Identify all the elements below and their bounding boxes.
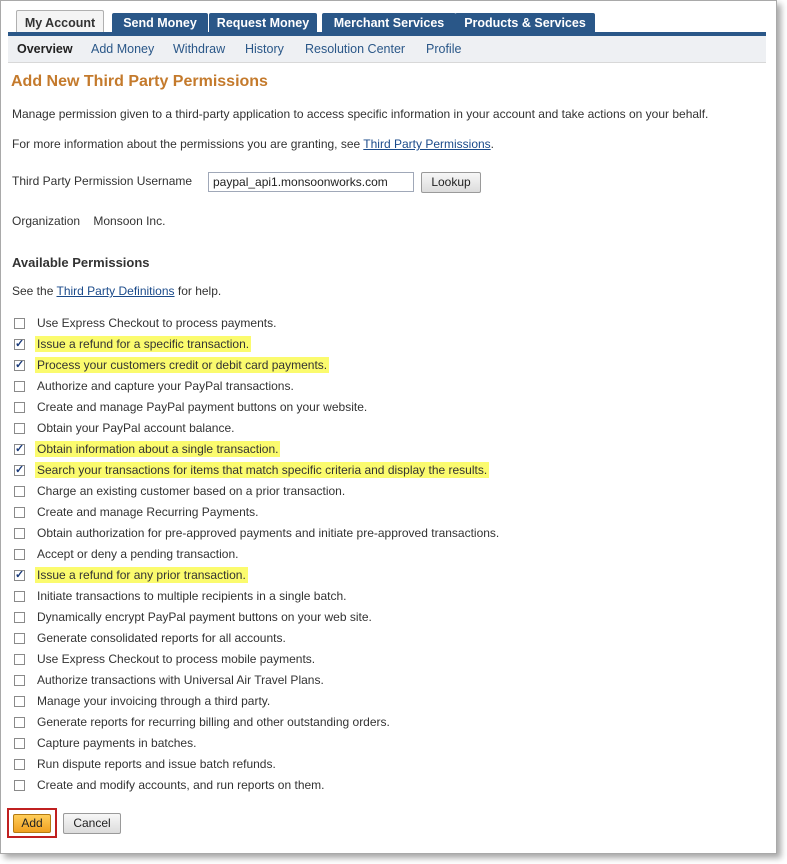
permission-label: Issue a refund for any prior transaction. <box>37 568 246 582</box>
permission-label: Charge an existing customer based on a prior transaction. <box>37 484 346 498</box>
lookup-button[interactable]: Lookup <box>421 172 481 193</box>
permission-row <box>14 483 347 499</box>
permission-label: Use Express Checkout to process mobile payments. <box>37 652 316 666</box>
permission-checkbox[interactable] <box>14 717 25 728</box>
permission-label: Dynamically encrypt PayPal payment buttons on your web site. <box>37 610 372 624</box>
permission-checkbox[interactable] <box>14 528 25 539</box>
permission-checkbox[interactable] <box>14 444 25 455</box>
tab-my-account[interactable]: My Account <box>16 10 104 35</box>
permission-checkbox[interactable] <box>14 591 25 602</box>
username-input[interactable] <box>208 172 414 192</box>
permission-checkbox[interactable] <box>14 318 25 329</box>
permission-row <box>14 588 349 604</box>
permission-row <box>14 567 248 583</box>
permission-label: Authorize transactions with Universal Air Travel Plans. <box>37 673 324 687</box>
permission-label: Authorize and capture your PayPal transactions. <box>37 379 294 393</box>
permission-row <box>14 693 272 709</box>
permission-row <box>14 357 329 373</box>
permission-label: Accept or deny a pending transaction. <box>37 547 239 561</box>
permission-checkbox[interactable] <box>14 549 25 560</box>
permission-row <box>14 399 369 415</box>
permission-checkbox[interactable] <box>14 654 25 665</box>
subnav-overview[interactable]: Overview <box>17 42 73 56</box>
permission-label: Initiate transactions to multiple recipients in a single batch. <box>37 589 347 603</box>
add-button[interactable]: Add <box>13 814 51 833</box>
tab-products-services[interactable]: Products & Services <box>455 13 595 33</box>
permission-row <box>14 315 278 331</box>
subnav-history[interactable]: History <box>245 42 284 56</box>
permission-label: Search your transactions for items that match specific criteria and display the results. <box>37 463 488 477</box>
permission-row <box>14 378 296 394</box>
permission-row <box>14 777 327 793</box>
permission-row <box>14 609 374 625</box>
more-info-text <box>12 137 494 151</box>
permission-row <box>14 756 278 772</box>
third-party-definitions-link[interactable]: Third Party Definitions <box>56 284 175 298</box>
permission-checkbox[interactable] <box>14 507 25 518</box>
permission-checkbox[interactable] <box>14 612 25 623</box>
permission-row <box>14 420 236 436</box>
tab-request-money[interactable]: Request Money <box>209 13 317 33</box>
permission-checkbox[interactable] <box>14 486 25 497</box>
permission-label: Manage your invoicing through a third party. <box>37 694 271 708</box>
permission-checkbox[interactable] <box>14 423 25 434</box>
permission-row <box>14 651 317 667</box>
permission-label: Obtain authorization for pre-approved payments and initiate pre-approved transactions. <box>37 526 500 540</box>
main-tabs <box>8 8 768 34</box>
permission-checkbox[interactable] <box>14 339 25 350</box>
subnav-add-money[interactable]: Add Money <box>91 42 155 56</box>
permission-label: Create and manage PayPal payment buttons on your website. <box>37 400 368 414</box>
subnav-withdraw[interactable]: Withdraw <box>173 42 226 56</box>
permission-row <box>14 714 392 730</box>
permission-label: Obtain your PayPal account balance. <box>37 421 235 435</box>
permission-row <box>14 462 489 478</box>
permission-label: Run dispute reports and issue batch refunds. <box>37 757 276 771</box>
permission-row <box>14 672 326 688</box>
help-suffix: for help. <box>174 284 222 298</box>
tab-send-money[interactable]: Send Money <box>112 13 208 33</box>
permission-row <box>14 546 240 562</box>
help-prefix: See the <box>12 284 57 298</box>
permission-checkbox[interactable] <box>14 360 25 371</box>
permission-row <box>14 525 501 541</box>
permission-checkbox[interactable] <box>14 780 25 791</box>
permission-label: Process your customers credit or debit card payments. <box>37 358 328 372</box>
permission-label: Create and modify accounts, and run reports on them. <box>37 778 325 792</box>
permission-checkbox[interactable] <box>14 570 25 581</box>
subnav-resolution-center[interactable]: Resolution Center <box>305 42 406 56</box>
permission-checkbox[interactable] <box>14 675 25 686</box>
permission-label: Issue a refund for a specific transaction. <box>37 337 250 351</box>
permission-checkbox[interactable] <box>14 759 25 770</box>
more-info-suffix: . <box>490 137 495 151</box>
permission-label: Generate consolidated reports for all accounts. <box>37 631 286 645</box>
organization-row <box>12 214 165 228</box>
cancel-button[interactable]: Cancel <box>63 813 121 834</box>
permission-label: Create and manage Recurring Payments. <box>37 505 259 519</box>
permission-checkbox[interactable] <box>14 696 25 707</box>
add-button-highlight <box>7 808 57 838</box>
permission-label: Capture payments in batches. <box>37 736 197 750</box>
permission-row <box>14 630 288 646</box>
permission-row <box>14 504 260 520</box>
permission-checkbox[interactable] <box>14 633 25 644</box>
more-info-prefix: For more information about the permissions you are granting, see <box>12 137 364 151</box>
permission-checkbox[interactable] <box>14 465 25 476</box>
permission-label: Generate reports for recurring billing and other outstanding orders. <box>37 715 390 729</box>
tab-merchant-services[interactable]: Merchant Services <box>322 13 456 33</box>
username-label: Third Party Permission Username <box>12 174 193 188</box>
permission-row <box>14 735 198 751</box>
definitions-help-text <box>12 284 221 298</box>
permission-checkbox[interactable] <box>14 402 25 413</box>
organization-label: Organization <box>12 214 81 228</box>
intro-text: Manage permission given to a third-party application to access specific information in your account and take actions on your behalf. <box>12 107 709 121</box>
permission-checkbox[interactable] <box>14 381 25 392</box>
subnav-profile[interactable]: Profile <box>426 42 462 56</box>
permission-row <box>14 336 251 352</box>
permission-row <box>14 441 280 457</box>
sub-navigation <box>8 36 766 63</box>
third-party-permissions-link[interactable]: Third Party Permissions <box>363 137 491 151</box>
permission-label: Obtain information about a single transaction. <box>37 442 279 456</box>
permission-label: Use Express Checkout to process payments. <box>37 316 277 330</box>
available-permissions-heading: Available Permissions <box>12 255 150 270</box>
organization-value: Monsoon Inc. <box>93 214 166 228</box>
permission-checkbox[interactable] <box>14 738 25 749</box>
page-title: Add New Third Party Permissions <box>11 73 268 90</box>
